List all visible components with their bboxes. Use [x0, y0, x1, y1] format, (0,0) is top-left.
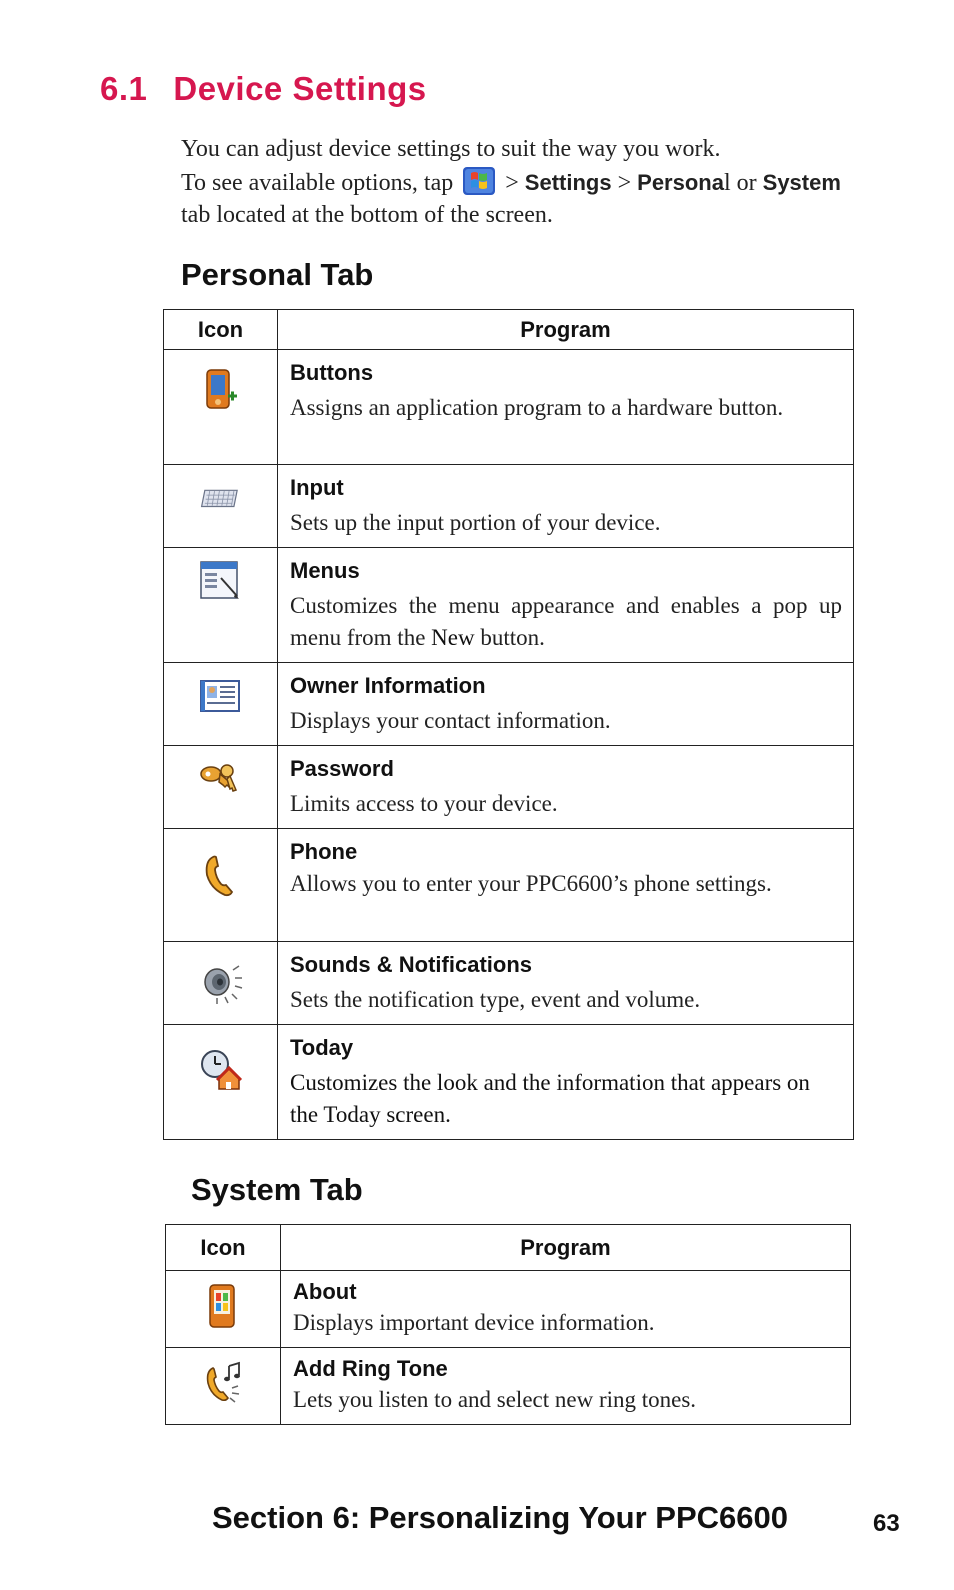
- intro-line-3: tab located at the bottom of the screen.: [181, 202, 553, 228]
- intro-personal-label: Persona: [637, 170, 724, 195]
- column-header-program: Program: [278, 310, 854, 350]
- device-about-icon: [197, 1281, 249, 1333]
- buttons-icon: [195, 364, 247, 416]
- program-description: Allows you to enter your PPC6600’s phone settings.: [290, 871, 772, 896]
- keys-icon: [195, 754, 247, 806]
- speaker-icon: [195, 956, 247, 1008]
- program-description: Displays your contact information.: [290, 708, 611, 733]
- menus-desc-tail: button.: [474, 625, 545, 650]
- page-number: 63: [873, 1510, 900, 1537]
- table-row: [164, 829, 854, 942]
- owner-card-icon: [195, 671, 247, 723]
- intro-line-2: [181, 165, 881, 199]
- table-header-row: [164, 310, 854, 350]
- program-name: Input: [290, 475, 344, 500]
- table-row: [164, 1025, 854, 1140]
- program-description: Limits access to your device.: [290, 791, 558, 816]
- table-row: [166, 1271, 851, 1348]
- program-name: Password: [290, 756, 394, 781]
- personal-tab-table: [163, 309, 854, 1140]
- program-name: Phone: [290, 839, 358, 864]
- phone-icon: [195, 849, 247, 901]
- program-name: Sounds & Notifications: [290, 952, 532, 977]
- column-header-icon: Icon: [166, 1225, 281, 1271]
- program-description: Assigns an application program to a hardware button.: [290, 395, 784, 420]
- keyboard-icon: [195, 479, 247, 521]
- table-row: [164, 350, 854, 465]
- program-description: Displays important device information.: [293, 1310, 655, 1335]
- intro-paragraph: [181, 133, 881, 231]
- windows-start-icon: [462, 165, 496, 197]
- intro-settings-label: Settings: [524, 170, 612, 195]
- menus-icon: [195, 556, 247, 608]
- intro-separator-2: >: [611, 170, 638, 196]
- intro-separator-1: >: [505, 170, 525, 196]
- program-description: Lets you listen to and select new ring tones.: [293, 1387, 697, 1412]
- system-tab-heading: System Tab: [191, 1172, 363, 1207]
- section-heading: [100, 70, 427, 108]
- program-name: Add Ring Tone: [293, 1356, 448, 1381]
- ring-tone-icon: [197, 1358, 249, 1410]
- table-header-row: [166, 1225, 851, 1271]
- section-number: 6.1: [100, 70, 148, 107]
- program-name: Buttons: [290, 360, 374, 385]
- intro-system-label: System: [762, 170, 841, 195]
- new-button-label: New: [431, 625, 475, 650]
- program-name: Owner Information: [290, 673, 486, 698]
- table-row: [164, 663, 854, 746]
- program-name: Today: [290, 1035, 354, 1060]
- table-row: [164, 746, 854, 829]
- personal-tab-heading: Personal Tab: [181, 257, 374, 292]
- intro-tap-text: To see available options, tap: [181, 170, 454, 196]
- section-title: Device Settings: [173, 70, 427, 107]
- program-description: Sets the notification type, event and volume.: [290, 987, 701, 1012]
- table-row: [164, 942, 854, 1025]
- menus-desc-text: Customizes the menu appearance and enables a pop up menu from the: [290, 593, 842, 650]
- table-row: [164, 548, 854, 663]
- column-header-icon: Icon: [164, 310, 278, 350]
- table-row: [164, 465, 854, 548]
- column-header-program: Program: [281, 1225, 851, 1271]
- program-description: Customizes the look and the information that appears on the Today screen.: [290, 1070, 810, 1127]
- program-description: [290, 590, 842, 654]
- program-name: About: [293, 1279, 357, 1304]
- program-description: Sets up the input portion of your device.: [290, 510, 661, 535]
- today-clock-icon: [195, 1043, 247, 1095]
- system-tab-table: [165, 1224, 851, 1425]
- intro-line-1: You can adjust device settings to suit the way you work.: [181, 136, 721, 162]
- footer-section-title: Section 6: Personalizing Your PPC6600: [212, 1500, 788, 1535]
- table-row: [166, 1348, 851, 1425]
- intro-personal-tail: l or: [723, 170, 763, 196]
- program-name: Menus: [290, 558, 360, 583]
